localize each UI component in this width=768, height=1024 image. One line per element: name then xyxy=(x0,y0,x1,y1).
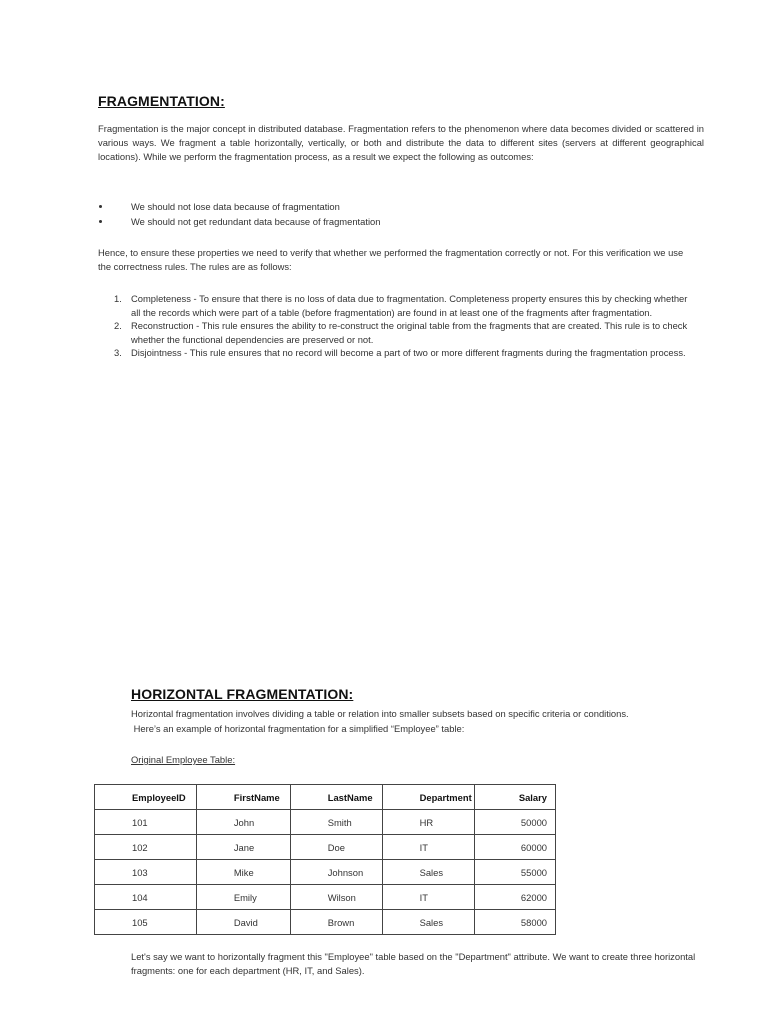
horizontal-example-line: Here’s an example of horizontal fragmentation for a simplified “Employee” table: xyxy=(131,723,465,734)
table-row xyxy=(95,910,556,935)
list-item xyxy=(114,346,698,360)
list-number: 2. xyxy=(114,320,122,331)
table-cell: John xyxy=(196,810,290,835)
column-header: Department xyxy=(382,785,474,810)
table-cell: Johnson xyxy=(290,860,382,885)
rule-text: Completeness - To ensure that there is no loss of data due to fragmentation. Completeness property ensures this by checking whether all the records which were part of a table (before fragmentation) are found in at least one of the fragments after fragmentation. xyxy=(131,293,688,318)
table-cell: 101 xyxy=(95,810,197,835)
table-cell: HR xyxy=(382,810,474,835)
list-number: 3. xyxy=(114,347,122,358)
table-cell: Smith xyxy=(290,810,382,835)
table-cell: Jane xyxy=(196,835,290,860)
column-header: Salary xyxy=(474,785,555,810)
table-row xyxy=(95,835,556,860)
table-row xyxy=(95,885,556,910)
table-cell: 58000 xyxy=(474,910,555,935)
column-header: LastName xyxy=(290,785,382,810)
list-item xyxy=(114,292,698,319)
outcomes-list xyxy=(98,199,698,229)
table-cell: 105 xyxy=(95,910,197,935)
table-cell: 102 xyxy=(95,835,197,860)
fragment-plan-paragraph: Let's say we want to horizontally fragment this "Employee" table based on the "Department" attribute. We want to create three horizontal fragments: one for each department (HR, IT, and Sales). xyxy=(131,951,696,976)
correctness-rules-list xyxy=(114,292,698,360)
section-heading-horizontal-fragmentation: HORIZONTAL FRAGMENTATION: xyxy=(131,686,354,702)
table-cell: 104 xyxy=(95,885,197,910)
table-cell: 50000 xyxy=(474,810,555,835)
list-item xyxy=(114,319,698,346)
hence-paragraph: Hence, to ensure these properties we need to verify that whether we performed the fragmentation correctly or not. For this verification we use the correctness rules. The rules are as follows: xyxy=(98,247,684,272)
rule-text: Reconstruction - This rule ensures the ability to re-construct the original table from the fragments that are created. This rule is to check whether the functional dependencies are preserved or not. xyxy=(131,320,688,345)
employee-table xyxy=(94,784,556,935)
column-header: FirstName xyxy=(196,785,290,810)
table-cell: 60000 xyxy=(474,835,555,860)
section-heading-fragmentation: FRAGMENTATION: xyxy=(98,93,225,109)
table-cell: Sales xyxy=(382,860,474,885)
list-number: 1. xyxy=(114,293,122,304)
table-cell: Mike xyxy=(196,860,290,885)
table-cell: 103 xyxy=(95,860,197,885)
table-row xyxy=(95,860,556,885)
table-cell: Brown xyxy=(290,910,382,935)
table-cell: David xyxy=(196,910,290,935)
table-cell: Emily xyxy=(196,885,290,910)
column-header: EmployeeID xyxy=(95,785,197,810)
table-row xyxy=(95,810,556,835)
table-cell: Wilson xyxy=(290,885,382,910)
rule-text: Disjointness - This rule ensures that no record will become a part of two or more different fragments during the fragmentation process. xyxy=(131,347,686,358)
table-cell: Sales xyxy=(382,910,474,935)
list-item: We should not lose data because of fragmentation xyxy=(98,199,698,214)
table-header-row xyxy=(95,785,556,810)
list-item: We should not get redundant data because of fragmentation xyxy=(98,214,698,229)
table-caption: Original Employee Table: xyxy=(131,754,236,765)
intro-paragraph: Fragmentation is the major concept in distributed database. Fragmentation refers to the phenomenon where data becomes divided or scattered in various ways. We fragment a table horizontally, vertically, or both and distribute the data to different sites (servers at different geographical locations). While we perform the fragmentation process, as a result we expect the following as outcomes: xyxy=(98,123,704,162)
table-cell: IT xyxy=(382,835,474,860)
table-cell: IT xyxy=(382,885,474,910)
table-cell: 55000 xyxy=(474,860,555,885)
table-cell: 62000 xyxy=(474,885,555,910)
horizontal-intro-line: Horizontal fragmentation involves dividing a table or relation into smaller subsets based on specific criteria or conditions. xyxy=(131,708,629,719)
table-cell: Doe xyxy=(290,835,382,860)
